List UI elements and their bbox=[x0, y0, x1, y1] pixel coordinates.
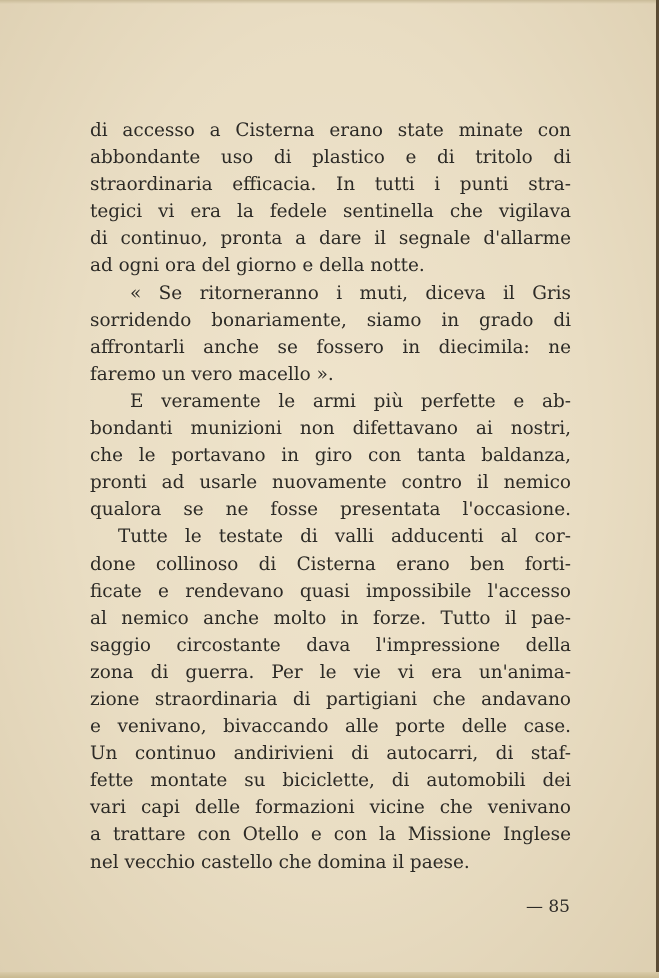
text-line: zona di guerra. Per le vie vi era un'anima- bbox=[90, 661, 571, 683]
text-line: done collinoso di Cisterna erano ben forti- bbox=[90, 553, 571, 575]
text-line: nel vecchio castello che domina il paese. bbox=[90, 851, 470, 873]
text-line: e venivano, bivaccando alle porte delle case. bbox=[90, 716, 571, 738]
text-line: zione straordinaria di partigiani che andavano bbox=[90, 688, 571, 710]
text-line: al nemico anche molto in forze. Tutto il pae- bbox=[90, 607, 571, 629]
text-line: Tutte le testate di valli adducenti al cor- bbox=[118, 526, 571, 548]
text-line: affrontarli anche se fossero in diecimila: ne bbox=[90, 336, 571, 358]
text-line: di continuo, pronta a dare il segnale d'allarme bbox=[90, 228, 571, 250]
text-line: « Se ritorneranno i muti, diceva il Gris bbox=[130, 282, 571, 304]
text-line: tegici vi era la fedele sentinella che vigilava bbox=[90, 201, 571, 223]
text-line: straordinaria efficacia. In tutti i punti stra- bbox=[90, 174, 571, 196]
page-bottom-edge bbox=[0, 972, 659, 978]
text-line: fette montate su biciclette, di automobili dei bbox=[90, 770, 571, 792]
text-line: vari capi delle formazioni vicine che venivano bbox=[90, 797, 571, 819]
body-text bbox=[90, 117, 571, 876]
text-line: abbondante uso di plastico e di tritolo di bbox=[90, 147, 571, 169]
page-number: — 85 bbox=[525, 897, 570, 917]
text-line: ad ogni ora del giorno e della notte. bbox=[90, 255, 425, 277]
text-line: a trattare con Otello e con la Missione Inglese bbox=[90, 824, 571, 846]
text-line: pronti ad usarle nuovamente contro il nemico bbox=[90, 472, 571, 494]
text-line: Un continuo andirivieni di autocarri, di staf- bbox=[90, 743, 571, 765]
text-line: sorridendo bonariamente, siamo in grado di bbox=[90, 309, 571, 331]
text-line: ficate e rendevano quasi impossibile l'accesso bbox=[90, 580, 571, 602]
text-line: che le portavano in giro con tanta baldanza, bbox=[90, 445, 571, 467]
text-line: bondanti munizioni non difettavano ai nostri, bbox=[90, 418, 571, 440]
text-line: faremo un vero macello ». bbox=[90, 363, 334, 385]
text-line: di accesso a Cisterna erano state minate con bbox=[90, 120, 571, 141]
text-line: qualora se ne fosse presentata l'occasione. bbox=[90, 499, 571, 521]
page-top-edge bbox=[0, 0, 659, 4]
text-line: E veramente le armi più perfette e ab- bbox=[130, 390, 571, 412]
text-line: saggio circostante dava l'impressione della bbox=[90, 634, 571, 656]
